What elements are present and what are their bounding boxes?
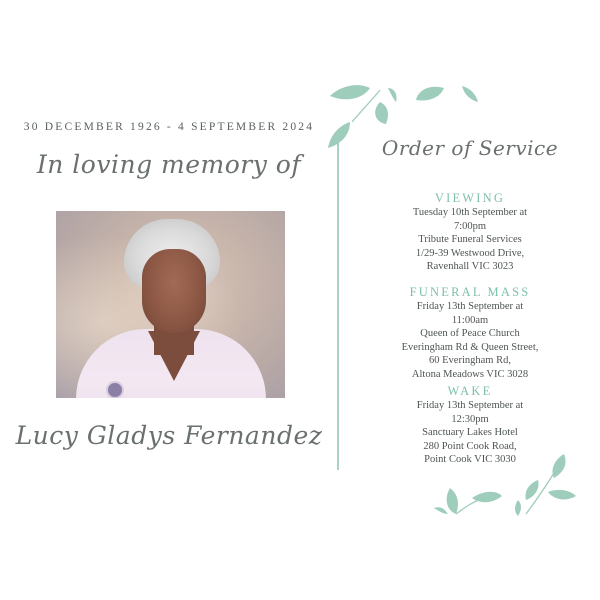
section-line: Queen of Peace Church xyxy=(420,328,520,339)
section-heading: VIEWING xyxy=(434,191,506,205)
funeral-mass-section xyxy=(340,285,600,381)
viewing-section xyxy=(340,191,600,274)
section-line: Ravenhall VIC 3023 xyxy=(426,261,514,272)
section-line: Friday 13th September at xyxy=(416,400,524,411)
section-line: Tribute Funeral Services xyxy=(418,234,522,245)
section-line: 11:00am xyxy=(451,314,489,326)
memory-heading: In loving memory of xyxy=(36,150,302,179)
leaf-branch-bottom-icon xyxy=(430,450,590,520)
section-line: Sanctuary Lakes Hotel xyxy=(422,427,518,438)
life-dates: 30 DECEMBER 1926 - 4 SEPTEMBER 2024 xyxy=(23,121,315,133)
section-line: Tuesday 10th September at xyxy=(412,207,528,218)
section-line: 12:30pm xyxy=(451,413,489,425)
section-line: Point Cook VIC 3030 xyxy=(424,454,516,465)
section-line: Friday 13th September at xyxy=(416,301,524,312)
section-line: 1/29-39 Westwood Drive, xyxy=(415,247,525,259)
section-heading: WAKE xyxy=(447,384,493,398)
deceased-name: Lucy Gladys Fernandez xyxy=(15,421,323,450)
section-heading: FUNERAL MASS xyxy=(409,285,531,299)
vertical-divider xyxy=(337,143,339,470)
section-line: 7:00pm xyxy=(453,220,487,232)
portrait-photo xyxy=(56,211,285,398)
section-line: 60 Everingham Rd, xyxy=(429,355,511,366)
section-line: 280 Point Cook Road, xyxy=(423,440,517,452)
order-of-service-title: Order of Service xyxy=(381,136,559,160)
section-line: Altona Meadows VIC 3028 xyxy=(411,368,529,380)
section-line: Everingham Rd & Queen Street, xyxy=(401,341,539,353)
